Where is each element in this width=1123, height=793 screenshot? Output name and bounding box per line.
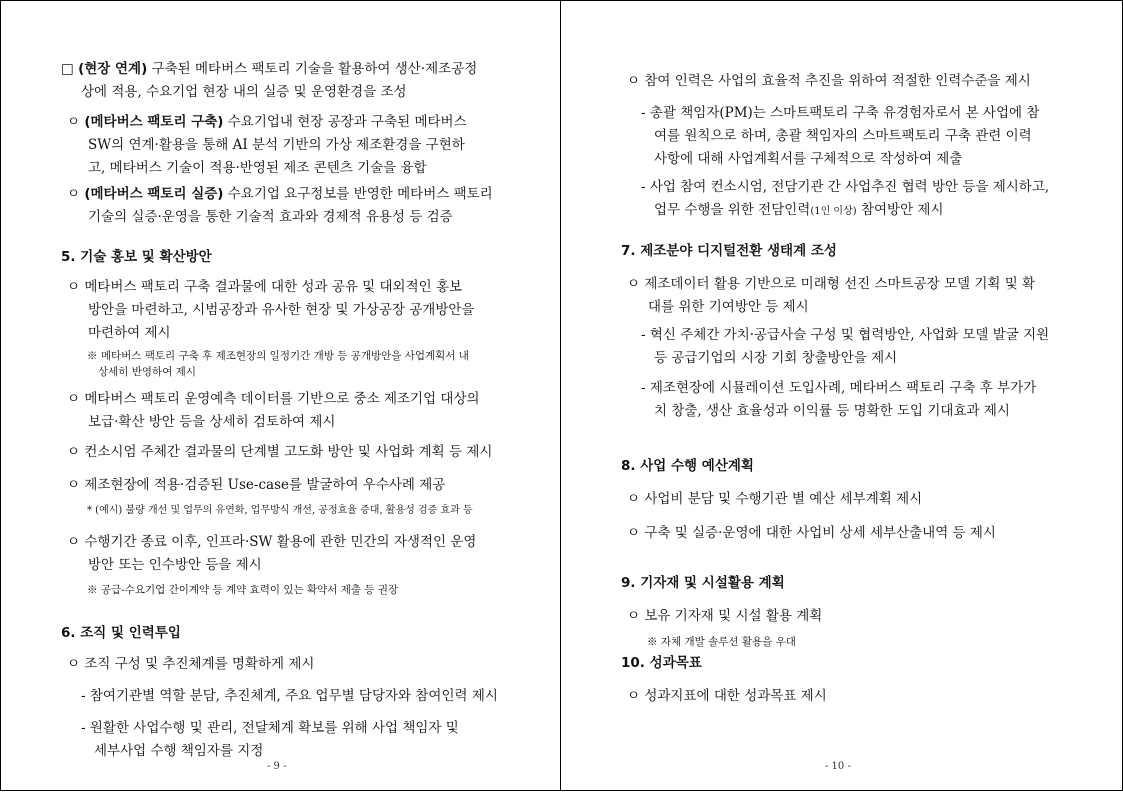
page-number: - 10 - <box>825 761 851 772</box>
item-r2: - 총괄 책임자(PM)는 스마트팩토리 구축 유경험자로서 본 사업에 참 여를 원칙으로 하며, 총괄 책임자의 스마트팩토리 구축 관련 이력 사항에 대해 사업계획서를 구체적으로 작성하여 제출 <box>641 105 1040 167</box>
item-5b: ㅇ 메타버스 팩토리 운영예측 데이터를 기반으로 중소 제조기업 대상의 보급·확산 방안 등을 상세히 검토하여 제시 <box>67 391 480 430</box>
page-9 <box>0 0 562 791</box>
paragraph-factory-build: ㅇ (메타버스 팩토리 구축) 수요기업내 현장 공장과 구축된 메타버스 SW의 연계·활용을 통해 AI 분석 기반의 가상 제조환경을 구현하 고, 메타버스 기술이 적용·반영된 제조 콘텐츠 기술을 융합 <box>67 111 467 180</box>
section-heading-8: 8. 사업 수행 예산계획 <box>621 458 754 474</box>
item-5d: ㅇ 제조현장에 적용·검증된 Use-case를 발굴하여 우수사례 제공 <box>67 477 446 493</box>
item-5e: ㅇ 수행기간 종료 이후, 인프라·SW 활용에 관한 민간의 자생적인 운영 방안 또는 인수방안 등을 제시 <box>67 534 477 573</box>
item-6c: - 원활한 사업수행 및 관리, 전달체계 확보를 위해 사업 책임자 및 세부사업 수행 책임자를 지정 <box>81 720 459 759</box>
item-6a: ㅇ 조직 구성 및 추진체계를 명확하게 제시 <box>67 656 315 672</box>
item-8a: ㅇ 사업비 분담 및 수행기관 별 예산 세부계획 제시 <box>627 491 923 507</box>
item-8b: ㅇ 구축 및 실증·운영에 대한 사업비 상세 세부산출내역 등 제시 <box>627 525 996 541</box>
checkbox-square-icon: □ <box>61 61 74 77</box>
section-heading-6: 6. 조직 및 인력투입 <box>61 625 181 641</box>
section-heading-5: 5. 기술 홍보 및 확산방안 <box>61 249 212 265</box>
term-site-linkage: (현장 연계) <box>78 61 148 77</box>
note-9a: ※ 자체 개발 솔루션 활용을 우대 <box>647 636 796 648</box>
note-5e: ※ 공급-수요기업 간이계약 등 계약 효력이 있는 확약서 제출 등 권장 <box>87 584 399 596</box>
item-r3: - 사업 참여 컨소시엄, 전담기관 간 사업추진 협력 방안 등을 제시하고, 업무 수행을 위한 전담인력(1인 이상) 참여방안 제시 <box>641 179 1050 218</box>
item-r1: ㅇ 참여 인력은 사업의 효율적 추진을 위하여 적절한 인력수준을 제시 <box>627 73 1031 89</box>
item-7a: ㅇ 제조데이터 활용 기반으로 미래형 선진 스마트공장 모델 기획 및 확 대를 위한 기여방안 등 제시 <box>627 276 1036 315</box>
page-number: - 9 - <box>267 761 287 772</box>
note-5a: ※ 메타버스 팩토리 구축 후 제조현장의 일정기간 개방 등 공개방안을 사업계획서 내 상세히 반영하여 제시 <box>87 350 469 378</box>
item-5a: ㅇ 메타버스 팩토리 구축 결과물에 대한 성과 공유 및 대외적인 홍보 방안을 마련하고, 시범공장과 유사한 현장 및 가상공장 공개방안을 마련하여 제시 <box>67 279 475 341</box>
item-5c: ㅇ 컨소시엄 주체간 결과물의 단계별 고도화 방안 및 사업화 계획 등 제시 <box>67 444 493 460</box>
bullet-circle: ㅇ <box>67 186 81 202</box>
item-9a: ㅇ 보유 기자재 및 시설 활용 계획 <box>627 608 823 624</box>
paragraph-factory-demo: ㅇ (메타버스 팩토리 실증) 수요기업 요구정보를 반영한 메타버스 팩토리 기술의 실증·운영을 통한 기술적 효과와 경제적 유용성 등 검증 <box>67 183 493 229</box>
paragraph-site-linkage: □ (현장 연계) 구축된 메타버스 팩토리 기술을 활용하여 생산·제조공정 상에 적용, 수요기업 현장 내의 실증 및 운영환경을 조성 <box>61 58 477 104</box>
item-7b: - 혁신 주체간 가치·공급사슬 구성 및 협력방안, 사업화 모델 발굴 지원 등 공급기업의 시장 기회 창출방안을 제시 <box>641 327 1050 366</box>
item-6b: - 참여기관별 역할 분담, 추진체계, 주요 업무별 담당자와 참여인력 제시 <box>81 688 498 704</box>
item-10a: ㅇ 성과지표에 대한 성과목표 제시 <box>627 688 827 704</box>
section-heading-10: 10. 성과목표 <box>621 655 702 671</box>
note-5d: * (예시) 불량 개선 및 업무의 유연화, 업무방식 개선, 공정효율 증대, 활용성 검증 효과 등 <box>87 505 473 516</box>
section-heading-7: 7. 제조분야 디지털전환 생태계 조성 <box>621 243 837 259</box>
item-7c: - 제조현장에 시뮬레이션 도입사례, 메타버스 팩토리 구축 후 부가가 치 창출, 생산 효율성과 이익률 등 명확한 도입 기대효과 제시 <box>641 380 1037 419</box>
section-heading-9: 9. 기자재 및 시설활용 계획 <box>621 575 785 591</box>
page-10 <box>560 0 1123 791</box>
bullet-circle: ㅇ <box>67 114 81 130</box>
